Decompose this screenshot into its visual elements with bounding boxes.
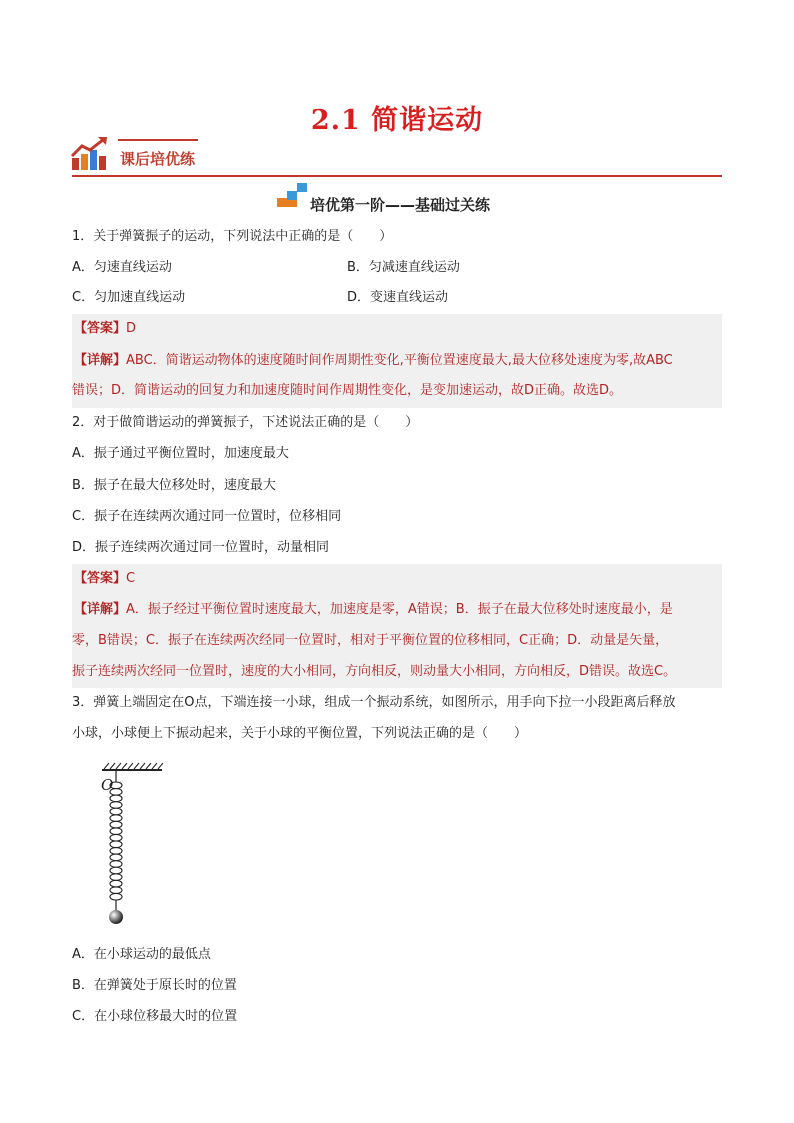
detail-text: ABC．简谐运动物体的速度随时间作周期性变化,平衡位置速度最大,最大位移处速度为零,故ABC — [126, 353, 673, 368]
q2-option-b: B．振子在最大位移处时，速度最大 — [72, 478, 276, 493]
header-label: 课后培优练 — [120, 150, 196, 168]
q2-detail-line-3: 振子连续两次经同一位置时，速度的大小相同，方向相反，则动量大小相同，方向相反，D错误。故选C。 — [72, 664, 677, 679]
q1-option-c: C．匀加速直线运动 — [72, 290, 186, 305]
q2-option-a: A．振子通过平衡位置时，加速度最大 — [72, 446, 289, 461]
q1-answer — [74, 320, 136, 338]
header-top-line — [118, 139, 198, 141]
q2-detail-line-1 — [74, 601, 673, 619]
detail-label: 【详解】 — [74, 602, 127, 617]
answer-label: 【答案】 — [74, 571, 127, 586]
ball — [109, 910, 123, 924]
q1-option-b: B．匀减速直线运动 — [347, 260, 460, 275]
stairs-icon — [276, 182, 308, 208]
q1-option-d: D．变速直线运动 — [347, 290, 449, 305]
chart-growth-icon — [70, 136, 110, 172]
spring-oscillator-figure — [98, 762, 168, 932]
header-divider — [72, 175, 722, 177]
q3-stem-line-1: 3．弹簧上端固定在O点，下端连接一小球，组成一个振动系统，如图所示，用手向下拉一小段距离后释放 — [72, 695, 676, 710]
point-o-label: O — [101, 776, 114, 794]
q1-detail-line-2: 错误；D．简谐运动的回复力和加速度随时间作周期性变化，是变加速运动，故D正确。故选D。 — [72, 383, 623, 398]
q2-option-d: D．振子连续两次通过同一位置时，动量相同 — [72, 540, 330, 555]
answer-label: 【答案】 — [74, 321, 127, 336]
detail-text: A．振子经过平衡位置时速度最大，加速度是零，A错误；B．振子在最大位移处时速度最小，是 — [126, 602, 673, 617]
answer-value: D — [126, 321, 137, 336]
q1-stem: 1．关于弹簧振子的运动，下列说法中正确的是（ ） — [72, 229, 393, 244]
q3-option-b: B．在弹簧处于原长时的位置 — [72, 978, 237, 993]
q3-option-a: A．在小球运动的最低点 — [72, 947, 211, 962]
detail-label: 【详解】 — [74, 353, 127, 368]
section-title: 培优第一阶——基础过关练 — [310, 196, 491, 214]
q1-detail-line-1 — [74, 352, 673, 370]
q3-stem-line-2: 小球，小球便上下振动起来，关于小球的平衡位置，下列说法正确的是（ ） — [72, 726, 528, 741]
page-title: 2.1 简谐运动 — [310, 105, 484, 136]
q2-detail-line-2: 零，B错误；C．振子在连续两次经同一位置时，相对于平衡位置的位移相同，C正确；D．动量是矢量， — [72, 633, 669, 648]
q3-option-c: C．在小球位移最大时的位置 — [72, 1009, 238, 1024]
answer-value: C — [126, 571, 136, 586]
q2-answer — [74, 570, 135, 588]
q2-stem: 2．对于做简谐运动的弹簧振子，下述说法正确的是（ ） — [72, 415, 419, 430]
q1-option-a: A．匀速直线运动 — [72, 260, 172, 275]
q2-option-c: C．振子在连续两次通过同一位置时，位移相同 — [72, 509, 342, 524]
